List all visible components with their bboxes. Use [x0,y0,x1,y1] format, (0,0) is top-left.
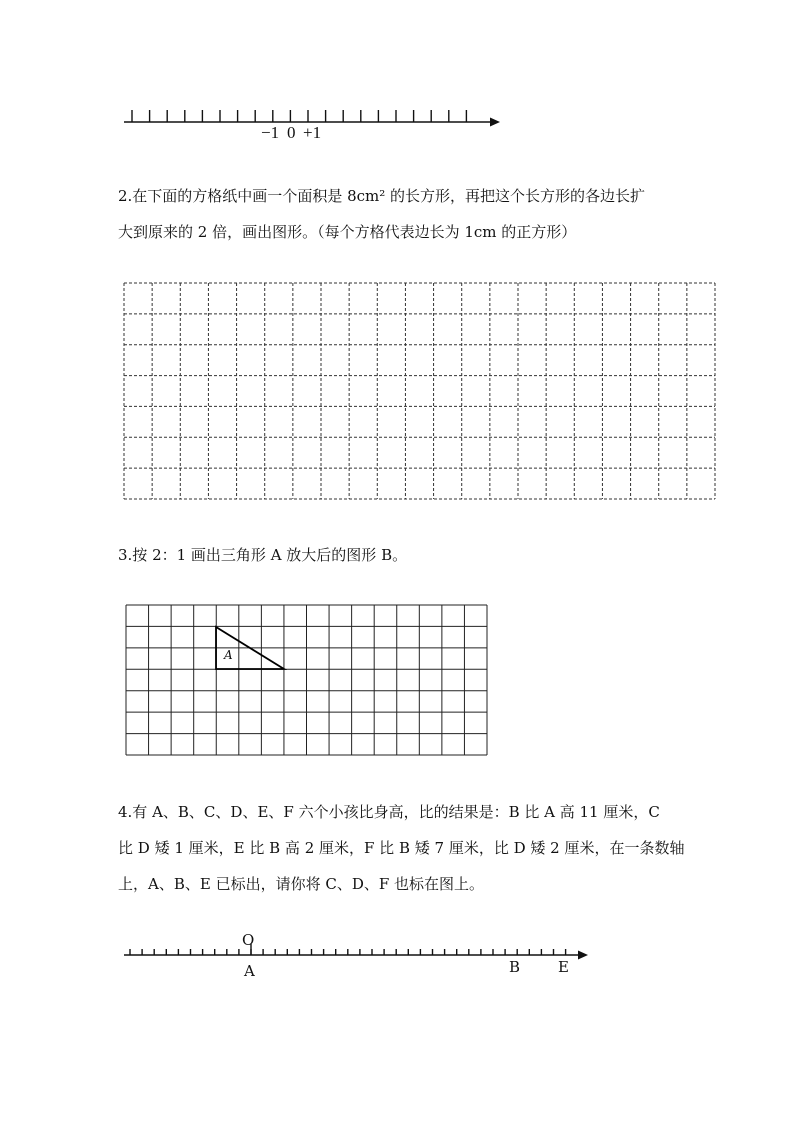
q4-text-line3: 上，A、B、E 已标出，请你将 C、D、F 也标在图上。 [118,875,485,893]
q1-label-0: 0 [287,123,296,142]
q1-number-line [0,0,794,150]
q1-arrowhead [490,118,500,127]
q2-text-line1: 2.在下面的方格纸中画一个面积是 8cm² 的长方形，再把这个长方形的各边长扩 [118,187,646,205]
q4-point-b-label: B [509,958,521,976]
q4-arrowhead [578,951,588,960]
q4-text-line2: 比 D 矮 1 厘米，E 比 B 高 2 厘米，F 比 B 矮 7 厘米，比 D 矮 2 厘米，在一条数轴 [118,839,685,857]
q4-point-a-label: A [244,962,255,980]
q1-label-pos1: +1 [303,123,322,142]
q3-text-line1: 3.按 2：1 画出三角形 A 放大后的图形 B。 [118,546,408,564]
q4-origin-label: O [242,931,255,949]
q4-text-line1: 4.有 A、B、C、D、E、F 六个小孩比身高，比的结果是：B 比 A 高 11 厘米，C [118,803,660,821]
q4-point-e-label: E [558,958,569,976]
q2-text-line2: 大到原来的 2 倍，画出图形。（每个方格代表边长为 1cm 的正方形） [118,223,577,241]
q1-ticks [132,110,466,122]
q4-ticks [130,944,566,955]
triangle-a-label: A [224,648,233,662]
q1-label-neg1: −1 [261,123,280,142]
